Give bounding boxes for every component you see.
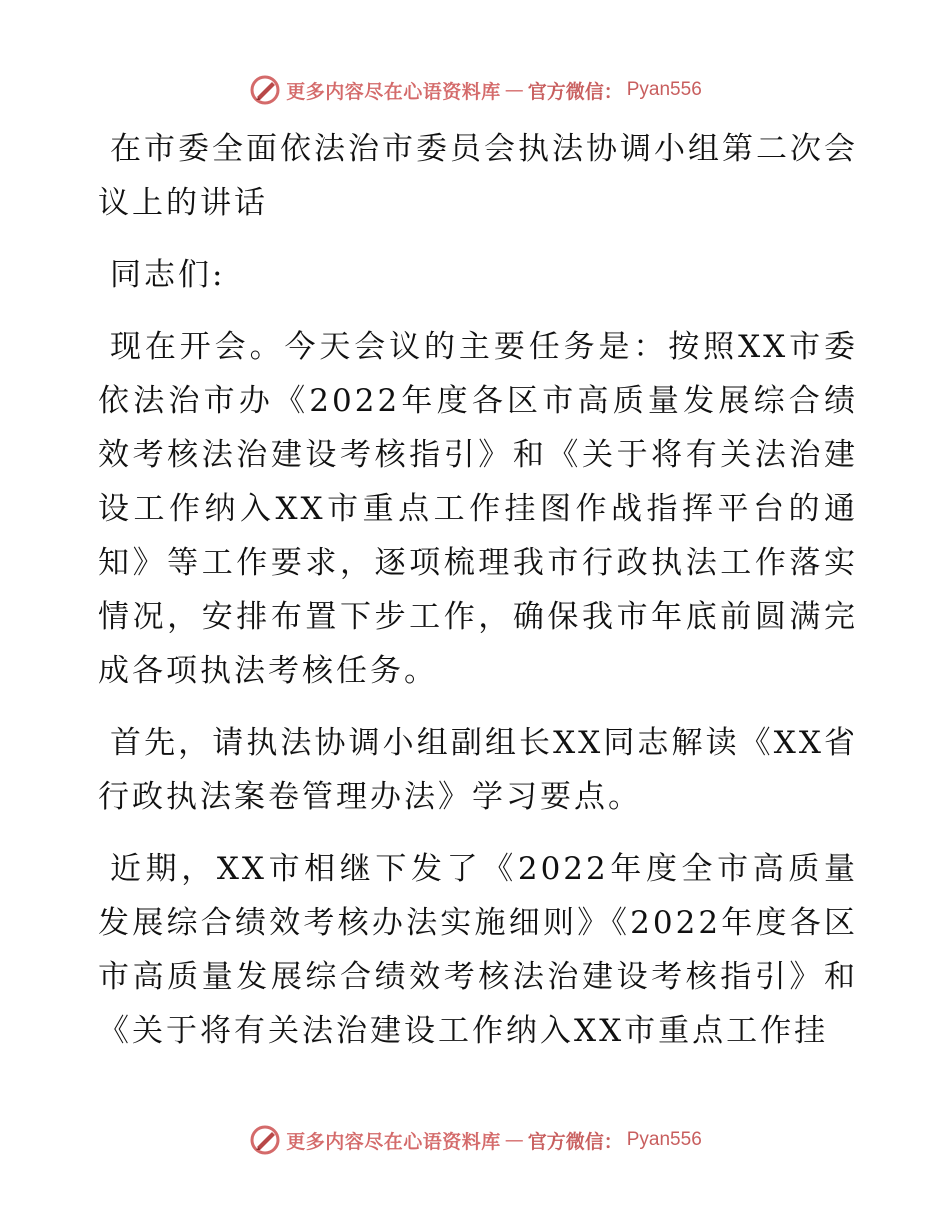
paragraph: 近期，XX市相继下发了《2022年度全市高质量发展综合绩效考核办法实施细则》《2022年度各区市高质量发展综合绩效考核法治建设考核指引》和《关于将有关法治建设工作纳入XX市重点工作挂 xyxy=(98,851,858,1049)
watermark-text: 更多内容尽在心语资料库 xyxy=(286,1130,501,1153)
paragraph: 首先，请执法协调小组副组长XX同志解读《XX省行政执法案卷管理办法》学习要点。 xyxy=(98,725,858,815)
watermark-separator: — xyxy=(504,79,524,101)
watermark-text: 更多内容尽在心语资料库 xyxy=(286,80,501,103)
brand-logo-icon xyxy=(248,73,282,107)
watermark-footer xyxy=(0,1120,950,1160)
document-title: 在市委全面依法治市委员会执法协调小组第二次会议上的讲话 xyxy=(98,131,858,221)
document-body xyxy=(98,122,858,1076)
watermark-header xyxy=(0,70,950,110)
watermark-official-label: 官方微信： xyxy=(527,80,623,103)
watermark-official-label: 官方微信： xyxy=(527,1130,623,1153)
watermark-wechat-id: Pyan556 xyxy=(626,79,702,100)
watermark-separator: — xyxy=(504,1129,524,1151)
paragraph: 现在开会。今天会议的主要任务是：按照XX市委依法治市办《2022年度各区市高质量发展综合绩效考核法治建设考核指引》和《关于将有关法治建设工作纳入XX市重点工作挂图作战指挥平台的通知》等工作要求，逐项梳理我市行政执法工作落实情况，安排布置下步工作，确保我市年底前圆满完成各项执法考核任务。 xyxy=(98,329,858,689)
brand-logo-icon xyxy=(248,1123,282,1157)
greeting: 同志们: xyxy=(110,257,226,293)
watermark-wechat-id: Pyan556 xyxy=(626,1129,702,1150)
